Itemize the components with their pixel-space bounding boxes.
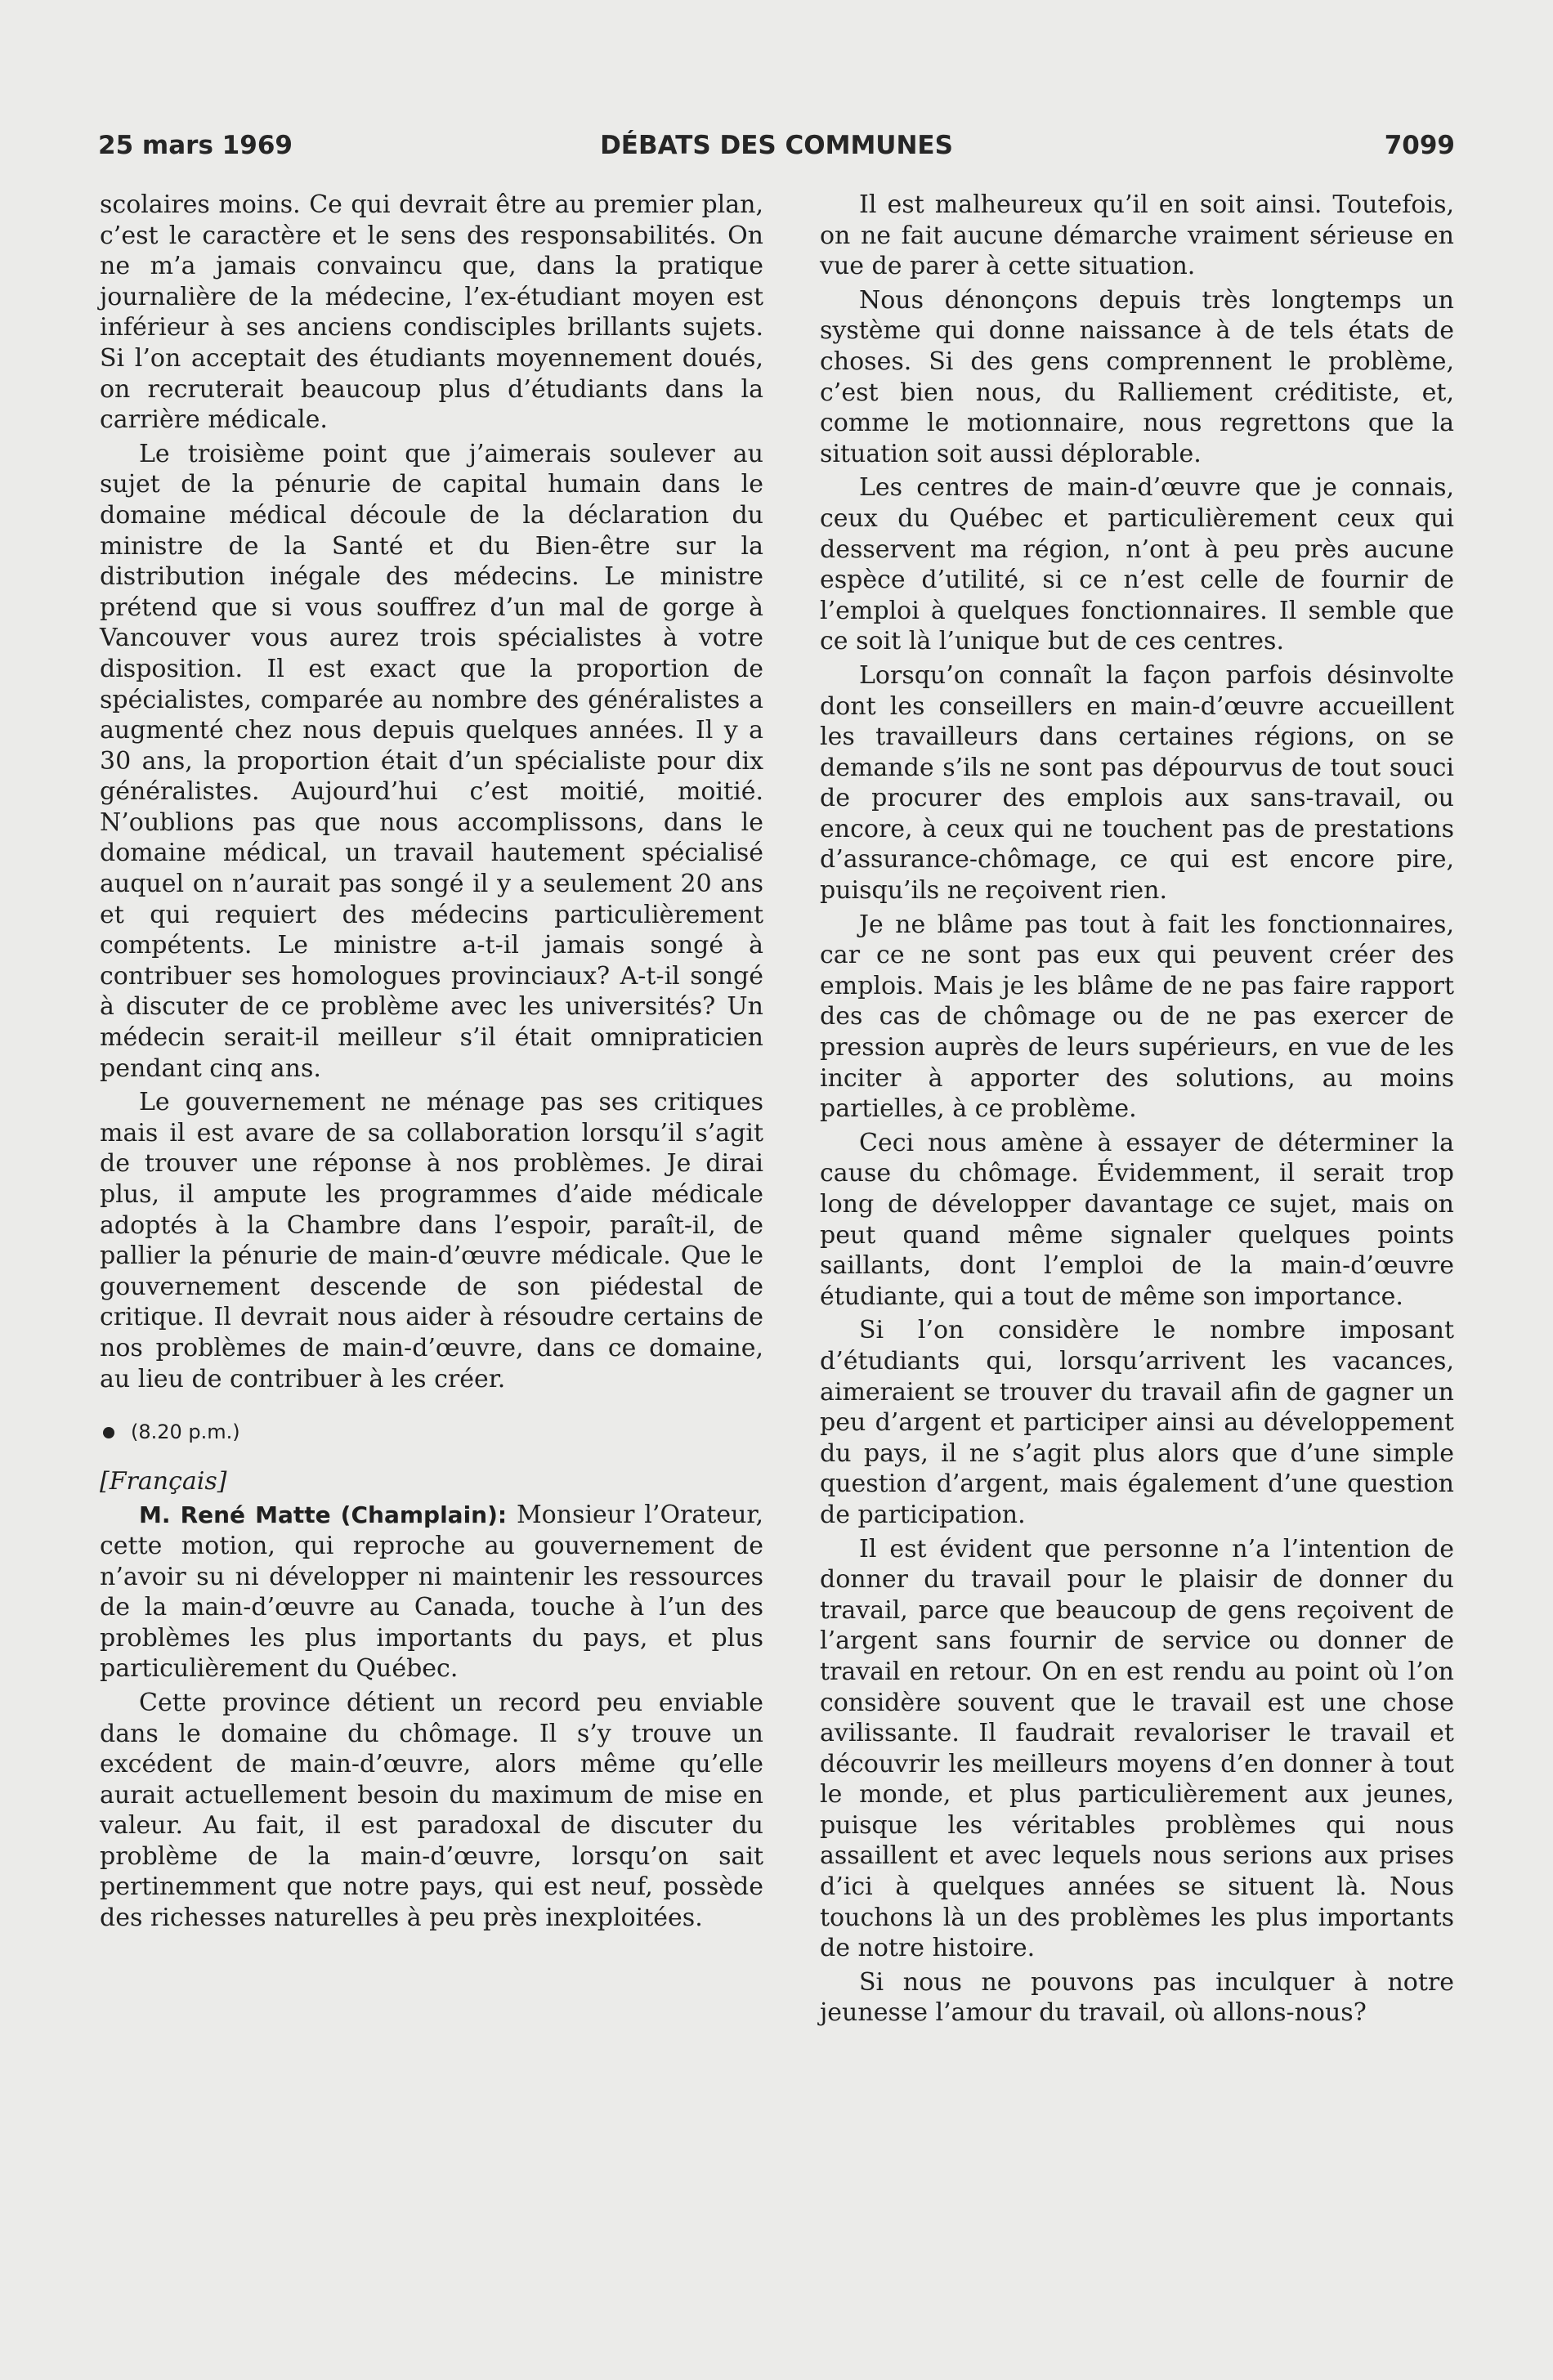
paragraph: Si nous ne pouvons pas inculquer à notre jeunesse l’amour du travail, où allons-nous? [820,1967,1454,2028]
speaker-name: M. René Matte (Champlain): [139,1501,508,1529]
bullet-icon [103,1427,114,1438]
paragraph: Cette province détient un record peu enviable dans le domaine du chômage. Il s’y trouve un excédent de main-d’œuvre, alors même qu’elle aurait actuellement besoin du maximum de mise en valeur. Au fait, il est paradoxal de discuter du problème de la main-d’œuvre, lorsqu’on sait pertinemment que notre pays, qui est neuf, possède des richesses naturelles à peu près inexploitées. [100,1688,763,1933]
paragraph: Il est malheureux qu’il en soit ainsi. Toutefois, on ne fait aucune démarche vraiment sérieuse en vue de parer à cette situation. [820,190,1454,281]
left-column [100,190,763,1934]
header-page-number: 7099 [1384,131,1455,160]
paragraph: Les centres de main-d’œuvre que je connais, ceux du Québec et particulièrement ceux qui desservent ma région, n’ont à peu près aucune espèce d’utilité, si ce n’est celle de fournir de l’emploi à quelques fonctionnaires. Il semble que ce soit là l’unique but de ces centres. [820,473,1454,656]
language-tag: [Français] [100,1466,227,1496]
paragraph: scolaires moins. Ce qui devrait être au premier plan, c’est le caractère et le sens des responsabilités. On ne m’a jamais convaincu que, dans la pratique journalière de la médecine, l’ex-étudiant moyen est inférieur à ses anciens condisciples brillants sujets. Si l’on acceptait des étudiants moyennement doués, on recruterait beaucoup plus d’étudiants dans la carrière médicale. [100,190,763,435]
paragraph: Nous dénonçons depuis très longtemps un système qui donne naissance à de tels états de choses. Si des gens comprennent le problème, c’est bien nous, du Ralliement créditiste, et, comme le motionnaire, nous regrettons que la situation soit aussi déplorable. [820,285,1454,468]
paragraph: Si l’on considère le nombre imposant d’étudiants qui, lorsqu’arrivent les vacances, aimeraient se trouver du travail afin de gagner un peu d’argent et participer ainsi au développement du pays, il ne s’agit plus alors que d’une simple question d’argent, mais également d’une question de participation. [820,1316,1454,1529]
paragraph: Le troisième point que j’aimerais soulever au sujet de la pénurie de capital humain dans le domaine médical découle de la déclaration du ministre de la Santé et du Bien-être sur la distribution inégale des médecins. Le ministre prétend que si vous souffrez d’un mal de gorge à Vancouver vous aurez trois spécialistes à votre disposition. Il est exact que la proportion de spécialistes, comparée au nombre des généralistes a augmenté chez nous depuis quelques années. Il y a 30 ans, la proportion était d’un spécialiste pour dix généralistes. Aujourd’hui c’est moitié, moitié. N’oublions pas que nous accomplissons, dans le domaine médical, un travail hautement spécialisé auquel on n’aurait pas songé il y a seulement 20 ans et qui requiert des médecins particulièrement compétents. Le ministre a-t-il jamais songé à contribuer ses homologues provinciaux? A-t-il songé à discuter de ce problème avec les universités? Un médecin serait-il meilleur s’il était omnipraticien pendant cinq ans. [100,439,763,1083]
header-title: DÉBATS DES COMMUNES [600,131,953,160]
paragraph: Le gouvernement ne ménage pas ses critiques mais il est avare de sa collaboration lorsqu’il s’agit de trouver une réponse à nos problèmes. Je dirai plus, il ampute les programmes d’aide médicale adoptés à la Chambre dans l’espoir, paraît-il, de pallier la pénurie de main-d’œuvre médicale. Que le gouvernement descende de son piédestal de critique. Il devrait nous aider à résoudre certains de nos problèmes de main-d’œuvre, dans ce domaine, au lieu de contribuer à les créer. [100,1088,763,1394]
header-date: 25 mars 1969 [98,131,293,160]
right-column [820,190,1454,2029]
time-marker-text: (8.20 p.m.) [131,1420,240,1444]
speaker-paragraph [100,1500,763,1684]
paragraph: Lorsqu’on connaît la façon parfois désinvolte dont les conseillers en main-d’œuvre accueillent les travailleurs dans certaines régions, on se demande s’ils ne sont pas dépourvus de tout souci de procurer des emplois aux sans-travail, ou encore, à ceux qui ne touchent pas de prestations d’assurance-chômage, ce qui est encore pire, puisqu’ils ne reçoivent rien. [820,660,1454,906]
paragraph: Je ne blâme pas tout à fait les fonctionnaires, car ce ne sont pas eux qui peuvent créer des emplois. Mais je les blâme de ne pas faire rapport des cas de chômage ou de ne pas exercer de pression auprès de leurs supérieurs, en vue de les inciter à apporter des solutions, au moins partielles, à ce problème. [820,910,1454,1124]
paragraph: Ceci nous amène à essayer de déterminer la cause du chômage. Évidemment, il serait trop long de développer davantage ce sujet, mais on peut quand même signaler quelques points saillants, dont l’emploi de la main-d’œuvre étudiante, qui a tout de même son importance. [820,1128,1454,1311]
page-header [98,131,1455,172]
time-marker [100,1417,763,1448]
speaker-text: Monsieur l’Orateur, cette motion, qui reproche au gouvernement de n’avoir su ni développer ni maintenir les ressources de la main-d’œuvre au Canada, touche à l’un des problèmes les plus importants du pays, et plus particulièrement du Québec. [100,1501,763,1684]
paragraph: Il est évident que personne n’a l’intention de donner du travail pour le plaisir de donner du travail, parce que beaucoup de gens reçoivent de l’argent sans fournir de service ou donner de travail en retour. On en est rendu au point où l’on considère souvent que le travail est une chose avilissante. Il faudrait revaloriser le travail et découvrir les meilleurs moyens d’en donner à tout le monde, et plus particulièrement aux jeunes, puisque les véritables problèmes qui nous assaillent et avec lequels nous serions aux prises d’ici à quelques années se situent là. Nous touchons là un des problèmes les plus importants de notre histoire. [820,1534,1454,1963]
